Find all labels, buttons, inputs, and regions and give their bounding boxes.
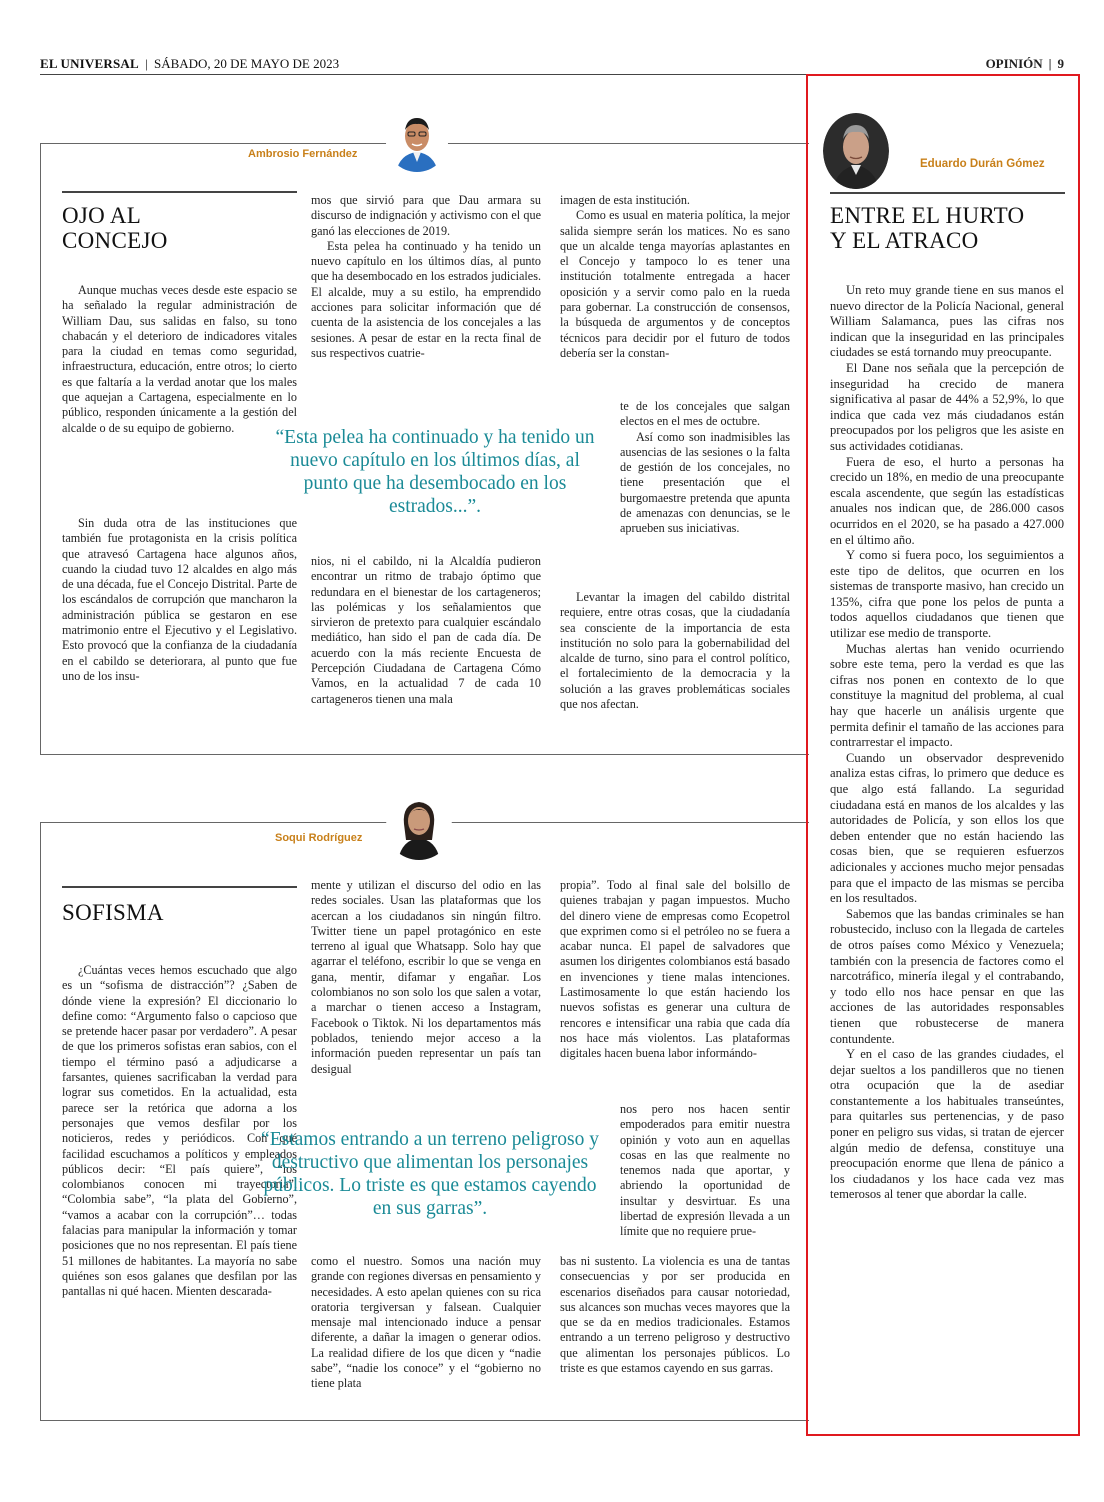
newspaper-name: EL UNIVERSAL [40,56,139,71]
article-column [560,878,790,1062]
author-photo [386,794,452,860]
author-name: Ambrosio Fernández [248,148,358,160]
paragraph: Así como son inadmisibles las ausencias de las sesiones o la falta de gestión de los concejales, no tiene presentación que el burgomaestre pretenda que apunta de amenazas con denuncias, se le aprueben sus iniciativas. [620,429,790,536]
paragraph: Aunque muchas veces desde este espacio se ha señalado la regular administración de William Dau, sus salidas en falso, su tono chabacán y el deterioro de indicadores vitales para la ciudad en temas como seguridad, infraestructura, educación, entre otros; lo cierto es que faltaría a la verdad anotar que los males que aquejan a Cartagena, especialmente en lo público, responden únicamente a la gestión del alcalde o de su equipo de gobierno. [62,283,297,435]
author-photo [823,113,889,189]
article-column [62,516,297,684]
author-name: Eduardo Durán Gómez [920,158,1045,170]
article-column [620,1102,790,1240]
paragraph: Sabemos que las bandas criminales se han robustecido, incluso con la llegada de carteles de otros países como México y Venezuela; también con la presencia de factores como el narcotráfico, minería ilegal y el contrabando, y todo ello nos hace pensar en que las acciones de las autoridades responsables tienen que robustecerse de manera contundente. [830,906,1064,1046]
paragraph: mos que sirvió para que Dau armara su discurso de indignación y activismo con el que ganó las elecciones de 2019. [311,193,541,238]
paragraph: mente y utilizan el discurso del odio en las redes sociales. Usan las plataformas que los acercan a los ciudadanos sin ningún filtro. Twitter tiene un papel protagónico en este terreno al igual que Whatsapp. Solo hay que agarrar el teléfono, escribir lo que se venga en gana, mentir, difamar y engañar. Los colombianos no son solo los que salen a votar, a marchar o tienen acceso a Instagram, Facebook o Tiktok. Ni los departamentos más poblados, teniendo mejor acceso a la información pueden representar un país tan desigual [311,878,541,1076]
article-column [311,193,541,361]
paragraph: Y como si fuera poco, los seguimientos a este tipo de delitos, que ocurren en los sistemas de transporte masivo, han crecido un 135%, cifra que pone los pelos de punta a todos aquellos ciudadanos que tienen que utilizar ese medio de transporte. [830,548,1064,641]
paragraph: propia”. Todo al final sale del bolsillo de quienes trabajan y pagan impuestos. Mucho del dinero viene de empresas como Ecopetrol que exprimen como si el petróleo no se fuera a acabar nunca. El papel de salvadores que asumen los dirigentes colombianos está basado en invenciones y tiene malas intenciones. Lastimosamente lo que están haciendo los nuevos sofistas es generar una cultura de rencores e intensificar una rabia que cada día nos hace más violentos. Las plataformas digitales hacen buena labor informándo- [560,878,790,1061]
paragraph: Sin duda otra de las instituciones que también fue protagonista en la crisis política que atravesó Cartagena hace algunos años, cuando la ciudad tuvo 12 alcaldes en algo más de una década, fue el Concejo Distrital. Parte de los escándalos de corrupción que mancharon la administración pública se gestaron en ese matrimonio entre el Ejecutivo y el Legislativo. Esto provocó que la confianza de la ciudadanía en el cabildo se deteriorara, al punto que fue uno de los insu- [62,516,297,683]
title-line: ENTRE EL HURTO [830,203,1025,228]
paragraph: Fuera de eso, el hurto a personas ha crecido un 18%, en medio de una preocupante escala ascendente, que según las estadísticas anuales nos indican que, de 286.000 casos ocurridos en el 2020, se ha pasado a 427.000 en el último año. [830,454,1064,547]
pull-quote: “Estamos entrando a un terreno peligroso y destructivo que alimentan los personajes públicos. Lo triste es que estamos cayendo en sus garras”. [261,1129,599,1219]
paragraph: te de los concejales que salgan electos en el mes de octubre. [620,399,790,429]
article-column [830,283,1064,1203]
article-column [311,554,541,707]
paragraph: Un reto muy grande tiene en sus manos el nuevo director de la Policía Nacional, general William Salamanca, pues las cifras nos indican que la inseguridad en las principales ciudades se está tornando muy preocupante. [830,283,1064,360]
article-column [560,1254,790,1376]
author-name: Soqui Rodríguez [275,832,363,844]
title-rule [62,886,297,888]
paragraph: bas ni sustento. La violencia es una de tantas consecuencias y por ser producida en escenarios diseñados para causar notoriedad, sus alcances son muchas veces mayores que la que se da en medios tradicionales. Estamos entrando a un terreno peligroso y destructivo que alimentan los personajes públicos. Lo triste es que estamos cayendo en sus garras. [560,1254,790,1376]
article-column [560,590,790,712]
paragraph: Muchas alertas han venido ocurriendo sobre este tema, pero la verdad es que las cifras nos ponen en contexto de lo que constituye la magnitud del problema, al cual hay que hacerle un análisis urgente que permita definir el tamaño de las acciones para contrarrestar el impacto. [830,641,1064,750]
section-name: OPINIÓN [985,56,1043,71]
page-number: 9 [1057,56,1064,71]
article-title [62,203,297,253]
masthead: EL UNIVERSAL | SÁBADO, 20 DE MAYO DE 2023 [40,56,340,71]
pull-quote: “Esta pelea ha continuado y ha tenido un nuevo capítulo en los últimos días, al punto que ha desembocado en los estrados...”. [275,427,595,517]
title-line: Y EL ATRACO [830,228,979,253]
title-line: CONCEJO [62,228,168,253]
section-label: OPINIÓN | 9 [985,56,1064,71]
paragraph: Cuando un observador desprevenido analiza estas cifras, lo primero que deduce es que algo está fallando. La seguridad ciudadana está en manos de los alcaldes y las autoridades de Policía, y son ellos los que deben entender que no están haciendo las cosas bien, que se requieren esfuerzos adicionales y acciones mucho mejor pensadas para que el impacto de las mismas se perciba en los resultados. [830,750,1064,906]
article-column [620,399,790,537]
paragraph: Levantar la imagen del cabildo distrital requiere, entre otras cosas, que la ciudadanía sea consciente de la importancia de esta institución no solo para la gobernabilidad del alcalde de turno, sino para el control político, el fortalecimiento de la democracia y la solución a las graves problemáticas sociales que nos afectan. [560,590,790,712]
article-column [311,878,541,1077]
paragraph: El Dane nos señala que la percepción de inseguridad ha crecido de manera significativa al pasar de 44% a 52,9%, lo que indica que cada vez más ciudadanos están preocupados por los peligros que les asiste en sus actividades cotidianas. [830,360,1064,453]
paragraph: Y en el caso de las grandes ciudades, el dejar sueltos a los pandilleros que no tienen otra ocupación que la de asediar constantemente a los habituales transeúntes, para quitarles sus pertenencias, y de paso poner en peligro sus vidas, si tratan de ejercer algún medio de defensa, constituye una preocupación enorme que llena de pánico a los ciudadanos y los hace cada vez mas temerosos al tener que abordar la calle. [830,1047,1064,1202]
title-line: OJO AL [62,203,142,228]
paragraph: nios, ni el cabildo, ni la Alcaldía pudieron encontrar un ritmo de trabajo óptimo que redundara en el bienestar de los cartageneros; las polémicas y los señalamientos que sirvieron de pretexto para cualquier escándalo mediático, han sido el pan de cada día. De acuerdo con la más reciente Encuesta de Percepción Ciudadana de Cartagena Cómo Vamos, en la actualidad 7 de cada 10 cartageneros tienen una mala [311,554,541,706]
article-title [830,203,1070,253]
issue-date: SÁBADO, 20 DE MAYO DE 2023 [153,56,340,71]
paragraph: imagen de esta institución. [560,193,690,207]
title-rule [830,192,1065,194]
paragraph: Como es usual en materia política, la mejor salida siempre serán los matices. No es sano que un alcalde tenga mayorías aplastantes en el Concejo y tampoco lo es tener una institución totalmente entregada a hacer oposición y a servir como palo en la rueda para gobernar. La construcción de consensos, la búsqueda de argumentos y de conceptos técnicos para decidir por el futuro de todos debería ser la constan- [560,208,790,360]
paragraph: nos pero nos hacen sentir empoderados para emitir nuestra opinión y voto aun en aquellas cosas en las que realmente no tenemos nada que aportar, y abriendo la oportunidad de insultar y desvirtuar. Es una libertad de expresión llevada a un límite que no requiere prue- [620,1102,790,1239]
article-title: SOFISMA [62,900,164,925]
title-rule [62,191,297,193]
paragraph: Esta pelea ha continuado y ha tenido un nuevo capítulo en los últimos días, al punto que ha desembocado en los estrados judiciales. El alcalde, muy a su estilo, ha emprendido acciones para solicitar información que dé cuenta de la asistencia de los concejales a las sesiones. A pesar de estar en la recta final de sus respectivos cuatrie- [311,238,541,360]
author-photo [386,110,448,172]
article-column [62,283,297,436]
paragraph: ¿Cuántas veces hemos escuchado que algo es un “sofisma de distracción”? ¿Saben de dónde viene la expresión? El diccionario lo define como: “Argumento falso o capcioso que se pretende hacer pasar por verdadero”. A pesar de que los primeros sofistas eran sabios, con el tiempo el término pasó a adjudicarse a farsantes, quienes sacrificaban la verdad para lograr sus cometidos. En la actualidad, esta parece ser la retórica que adorna a los personajes que vemos desfilar por los noticieros, redes y periódicos. Con qué facilidad escuchamos a políticos y empleados públicos decir: “El país quiere”, “los colombianos conocen mi trayectoria”, “Colombia sabe”, “la plata del Gobierno”, “vamos a acabar con la corrupción”… todas falacias para manipular la información y tomar posiciones que no nos representan. El país tiene 51 millones de habitantes. La mayoría no sabe quiénes son esos galanes que desfilan por las pantallas ni qué hacen. Mienten descarada- [62,963,297,1299]
paragraph: como el nuestro. Somos una nación muy grande con regiones diversas en pensamiento y necesidades. A esto apelan quienes con su rica oratoria tergiversan y falsean. Cualquier mensaje mal intencionado induce a pensar diferente, a dañar la imagen o generar odios. La realidad difiere de los que dicen y “nadie sabe”, “nadie los conoce” y el “gobierno no tiene plata [311,1254,541,1391]
article-column [560,193,790,361]
article-column [311,1254,541,1392]
